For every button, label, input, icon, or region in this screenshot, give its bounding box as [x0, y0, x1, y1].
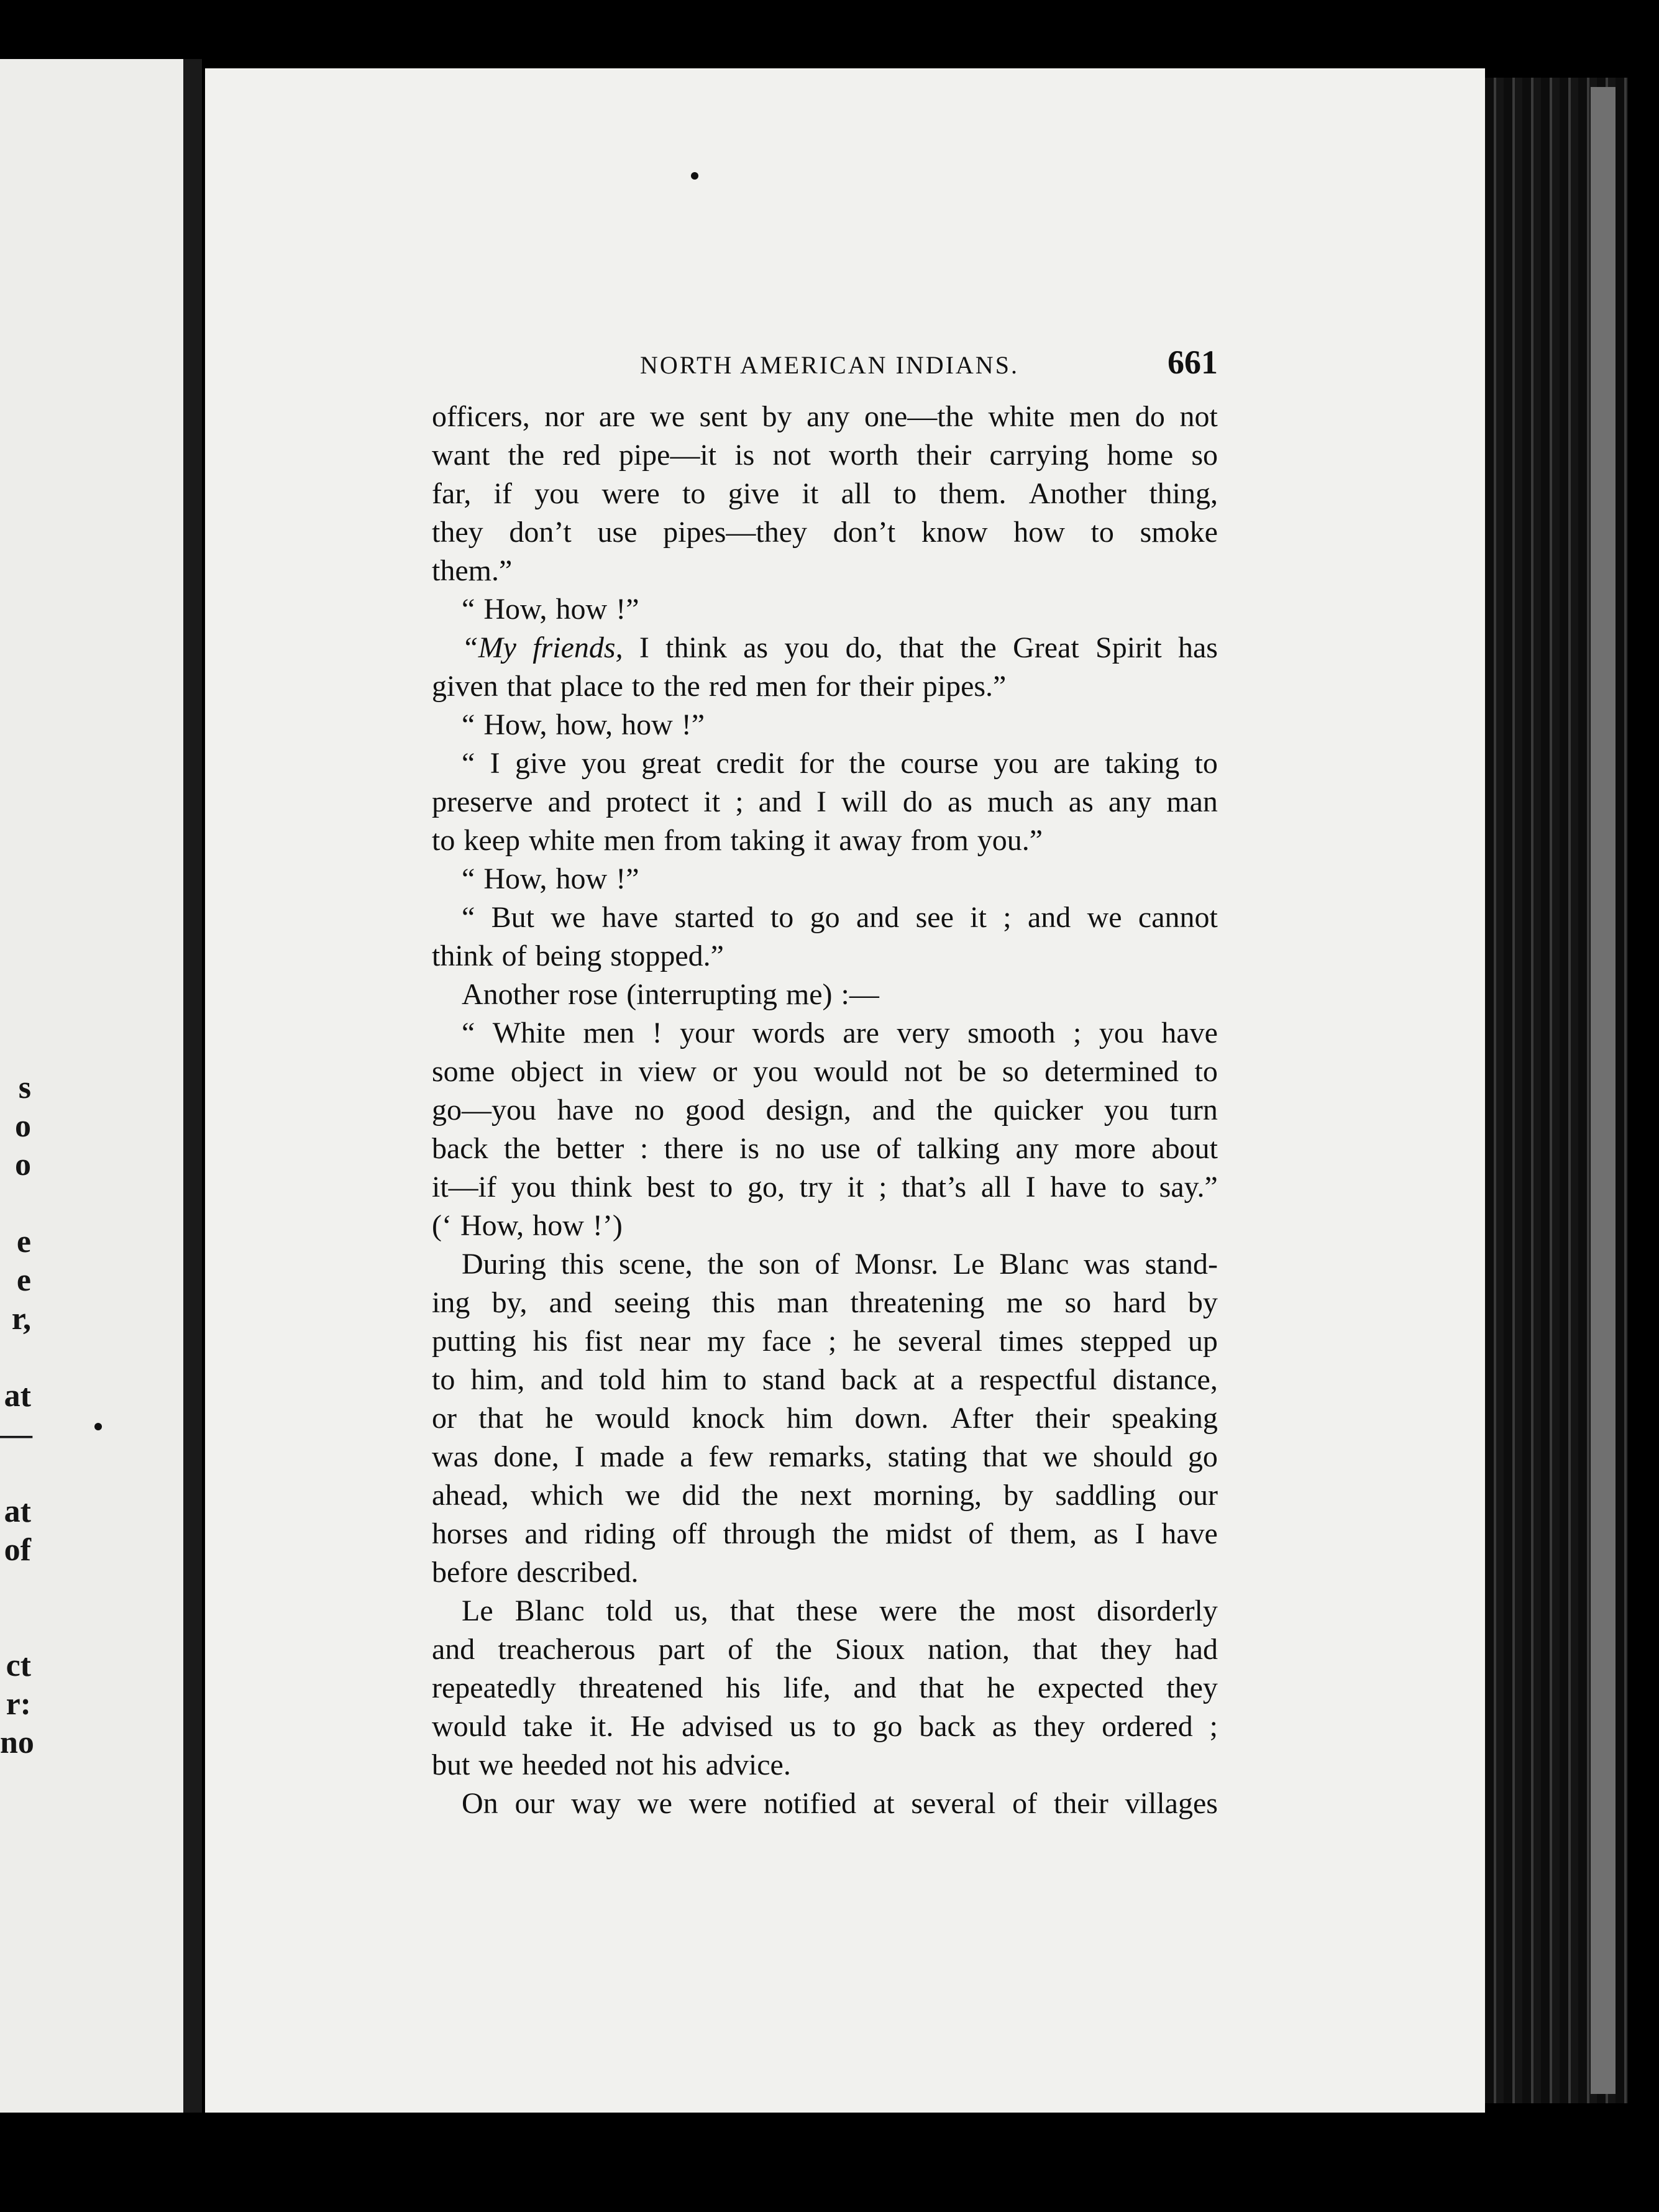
text-line: or that he would knock him down. After their speaking — [432, 1402, 1218, 1435]
ink-speck — [691, 172, 698, 180]
left-page-fragment — [0, 1184, 50, 1223]
left-page-text-fragments — [0, 1069, 50, 1762]
page-number: 661 — [1168, 344, 1218, 381]
page-stack-highlight — [1591, 87, 1616, 2094]
text-line: officers, nor are we sent by any one—the white men do not — [432, 400, 1218, 433]
text-line: back the better : there is no use of talking any more about — [432, 1132, 1218, 1165]
text-line: “My friends, I think as you do, that the Great Spirit has — [462, 631, 1218, 664]
text-line: far, if you were to give it all to them. Another thing, — [432, 477, 1218, 510]
text-line: go—you have no good design, and the quicker you turn — [432, 1094, 1218, 1127]
text-line: ing by, and seeing this man threatening me so hard by — [432, 1286, 1218, 1319]
left-page-fragment — [0, 1570, 50, 1608]
text-line: it—if you think best to go, try it ; that’s all I have to say.” — [432, 1171, 1218, 1204]
page-header — [640, 343, 1218, 386]
text-line: “ How, how !” — [462, 862, 639, 895]
left-page-fragment — [0, 1454, 50, 1492]
left-page-fragment — [0, 1608, 50, 1647]
left-page-fragment: e — [16, 1263, 31, 1298]
text-line: and treacherous part of the Sioux nation, that they had — [432, 1633, 1218, 1666]
text-line: repeatedly threatened his life, and that he expected they — [432, 1671, 1218, 1704]
left-page-fragment: r: — [6, 1686, 31, 1722]
body-text — [432, 398, 1218, 1823]
text-line: some object in view or you would not be so determined to — [432, 1055, 1218, 1088]
left-page-fragment: at — [4, 1378, 31, 1414]
left-page-fragment: at — [4, 1494, 31, 1529]
text-line: “ How, how, how !” — [462, 708, 705, 741]
left-page-fragment: ct — [6, 1648, 31, 1683]
text-line: (‘ How, how !’) — [432, 1209, 623, 1242]
left-page-fragment: o — [15, 1108, 31, 1144]
left-page-fragment: s — [18, 1070, 31, 1105]
left-page-fragment — [0, 1338, 50, 1377]
text-line: Another rose (interrupting me) :— — [462, 978, 879, 1011]
text-line: Le Blanc told us, that these were the most disorderly — [462, 1594, 1218, 1627]
text-line: preserve and protect it ; and I will do as much as any man — [432, 785, 1218, 818]
text-line: ahead, which we did the next morning, by saddling our — [432, 1479, 1218, 1512]
scan-background — [0, 2113, 1659, 2212]
left-page-fragment: of — [4, 1532, 31, 1568]
text-line: think of being stopped.” — [432, 939, 724, 972]
text-line: to keep white men from taking it away from you.” — [432, 824, 1043, 857]
text-line: before described. — [432, 1556, 639, 1589]
left-page-fragment: no — [0, 1725, 34, 1760]
text-line: “ I give you great credit for the course you are taking to — [462, 747, 1218, 780]
text-line: but we heeded not his advice. — [432, 1748, 791, 1781]
text-line: putting his fist near my face ; he several times stepped up — [432, 1325, 1218, 1358]
left-page-fragment: r, — [11, 1301, 31, 1337]
text-line: want the red pipe—it is not worth their carrying home so — [432, 439, 1218, 472]
left-page-fragment: e — [16, 1224, 31, 1259]
text-line: would take it. He advised us to go back as they ordered ; — [432, 1710, 1218, 1743]
text-line: During this scene, the son of Monsr. Le Blanc was stand- — [462, 1248, 1218, 1281]
running-title: NORTH AMERICAN INDIANS. — [640, 351, 1019, 379]
ink-speck — [94, 1423, 102, 1430]
text-line: was done, I made a few remarks, stating that we should go — [432, 1440, 1218, 1473]
text-line: given that place to the red men for their pipes.” — [432, 670, 1007, 703]
text-line: them.” — [432, 554, 513, 587]
text-line: horses and riding off through the midst of them, as I have — [432, 1517, 1218, 1550]
text-line: On our way we were notified at several of their villages — [462, 1787, 1218, 1820]
left-page-fragment: o — [15, 1147, 31, 1182]
text-line: “ But we have started to go and see it ; and we cannot — [462, 901, 1218, 934]
book-gutter — [183, 59, 202, 2113]
text-line: they don’t use pipes—they don’t know how to smoke — [432, 516, 1218, 549]
left-page-fragment: — — [0, 1417, 32, 1452]
text-line: “ White men ! your words are very smooth ; you have — [462, 1017, 1218, 1049]
text-line: “ How, how !” — [462, 593, 639, 626]
text-line: to him, and told him to stand back at a respectful distance, — [432, 1363, 1218, 1396]
